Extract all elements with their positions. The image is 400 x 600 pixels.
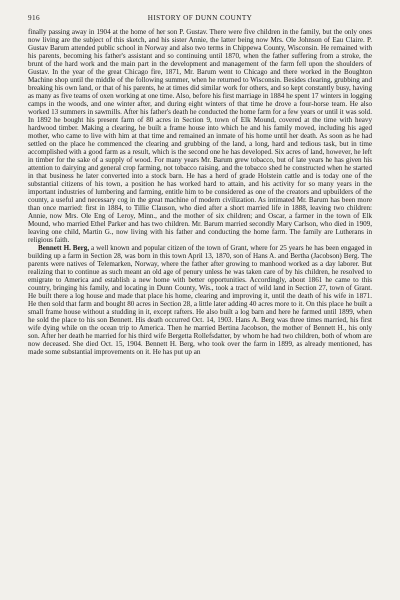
paragraph-text: a well known and popular citizen of the town of Grant, where for 25 years he has been engaged in building up a farm in Section 28, was born in this town April 13, 1870, son of Hans A. and Bertha (Jacobson) Berg. The parents were natives of Telemarken, Norway, where the father after growing to manhood worked as a day laborer. But realizing that to continue as such meant an old age of penury unless he was taken care of by his children, he resolved to emigrate to America and establish a new home with better opportunities. Accordingly, about 1861 he came to this country, bringing his family, and locating in Dunn County, Wis., took a tract of wild land in Section 27, town of Grant. He built there a log house and made that place his home, clearing and improving it, until the death of his wife in 1871. He then sold that farm and bought 80 acres in Section 28, a little later adding 40 acres more to it. On this place he built a small frame house without a studding in it, except rafters. He also built a log barn and here he farmed until 1899, when he sold the place to his son Bennett. His death occurred Oct. 14, 1903. Hans A. Berg was three times married, his first wife dying while on the ocean trip to America. Then he married Bertina Jacobson, the mother of Bennett H., his only son. After her death he married for his third wife Bergetta Rollefsdatter, by whom he had two children, both of whom are now deceased. She died Oct. 15, 1904. Bennett H. Berg, who took over the farm in 1899, as already mentioned, has made some substantial improvements on it. He has put up an <box>28 244 372 356</box>
paragraph-lead-name: Bennett H. Berg, <box>38 244 90 252</box>
body-paragraph <box>28 28 372 244</box>
paragraph-text: finally passing away in 1904 at the home of her son P. Gustav. There were five children in the family, but the only ones now living are the subject of this sketch, and his sister Annie, the latter being now Mrs. Ole Johnson of Eau Claire. P. Gustav Barum attended public school in Norway and also two terms in Chippewa County, Wisconsin. He remained with his parents, becoming his father's assistant and so continuing until 1870, when the father suffering from a stroke, the brunt of the hard work and the main part in the development and management of the farm fell upon the shoulders of Gustav. In the year of the great Chicago fire, 1871, Mr. Barum went to Chicago and there worked in the Boughton Machine shop until the middle of the following summer, when he returned to Wisconsin. Besides clearing, grubbing and breaking his own land, or that of his parents, he at times did similar work for others, and so kept constantly busy, having as many as five teams of oxen working at one time. Also, before his first marriage in 1884 he spent 17 winters in logging camps in the woods, and one winter after, and during eight winters of that time he drove a four-horse team. He also worked 13 summers in sawmills. After his father's death he conducted the home farm for a few years or until it was sold. In 1892 he bought his present farm of 80 acres in Section 9, town of Elk Mound, covered at the time with heavy hardwood timber. Making a clearing, he built a frame house into which he and his family moved, including his aged mother, who came to live with him at that time and remained an inmate of his home until her death. As soon as he had settled on the place he commenced the clearing and grubbing of the land, a long, hard and tedious task, but in time accomplished with a good farm as a result, which is the second one he has developed. Six acres of land, however, he left in timber for the sake of a supply of wood. For many years Mr. Barum grew tobacco, but of late years he has given his attention to dairying and general crop farming, not tobacco raising, and the tobacco shed he constructed when he started in that business he later converted into a stock barn. He has a herd of grade Holstein cattle and is today one of the substantial citizens of his town, a position he has worked hard to attain, and his activity for so many years in the important industries of lumbering and farming, entitle him to be considered as one of the creators and upbuilders of the county, a useful and necessary cog in the great machine of modern civilization. As intimated Mr. Barum has been more than once married: first in 1884, to Tillie Clauson, who died after a short married life in 1888, leaving two children: Annie, now Mrs. Ole Eng of Leroy, Minn., and the mother of six children; and Oscar, a farmer in the town of Elk Mound, who married Ethel Parker and has two children. Mr. Barum married secondly Mary Carlson, who died in 1909, leaving one child, Martin G., now living with his father and conducting the home farm. The family are Lutherans in religious faith. <box>28 28 372 244</box>
running-title: HISTORY OF DUNN COUNTY <box>147 14 253 22</box>
page-header <box>28 14 372 22</box>
page-number: 916 <box>28 14 40 22</box>
body-paragraph <box>28 244 372 356</box>
